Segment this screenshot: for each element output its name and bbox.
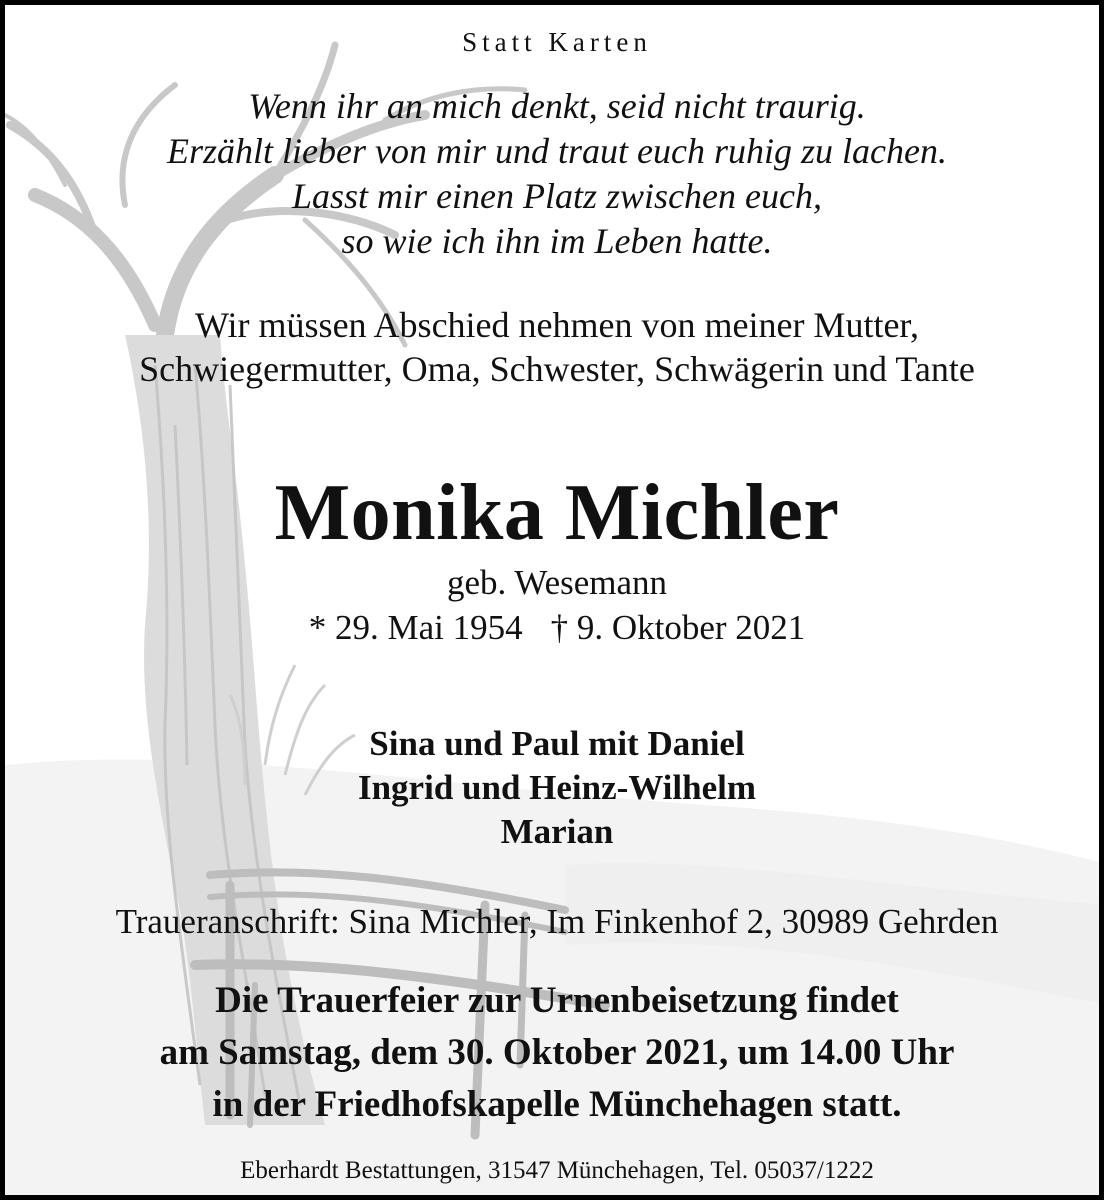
funeral-home-footer: Eberhardt Bestattungen, 31547 Münchehagen, Tel. 05037/1222	[240, 1157, 874, 1184]
life-dates	[5, 608, 1104, 648]
obituary-content	[5, 5, 1104, 1200]
mourning-address: Traueranschrift: Sina Michler, Im Finkenhof 2, 30989 Gehrden	[115, 902, 999, 941]
family-line-1: Sina und Paul mit Daniel	[369, 724, 745, 763]
ceremony-line-1: Die Trauerfeier zur Urnenbeisetzung findet	[215, 980, 899, 1021]
header-statt-karten: Statt Karten	[462, 27, 652, 57]
birth-date: * 29. Mai 1954	[308, 608, 523, 647]
death-date: † 9. Oktober 2021	[550, 608, 806, 647]
ceremony-line-3: in der Friedhofskapelle Münchehagen statt.	[212, 1084, 902, 1125]
intro-line-2: Schwiegermutter, Oma, Schwester, Schwägerin und Tante	[139, 349, 975, 389]
poem-line-1: Wenn ihr an mich denkt, seid nicht traurig.	[248, 86, 866, 126]
poem-line-3: Lasst mir einen Platz zwischen euch,	[292, 176, 822, 216]
family-line-3: Marian	[500, 812, 614, 851]
poem-line-4: so wie ich ihn im Leben hatte.	[341, 221, 773, 261]
family-line-2: Ingrid und Heinz-Wilhelm	[357, 768, 757, 807]
ceremony-line-2: am Samstag, dem 30. Oktober 2021, um 14.00 Uhr	[159, 1032, 955, 1073]
poem-line-2: Erzählt lieber von mir und traut euch ruhig zu lachen.	[167, 131, 947, 171]
deceased-name: Monika Michler	[274, 469, 840, 557]
birth-name: geb. Wesemann	[446, 563, 668, 602]
intro-line-1: Wir müssen Abschied nehmen von meiner Mutter,	[195, 305, 919, 345]
